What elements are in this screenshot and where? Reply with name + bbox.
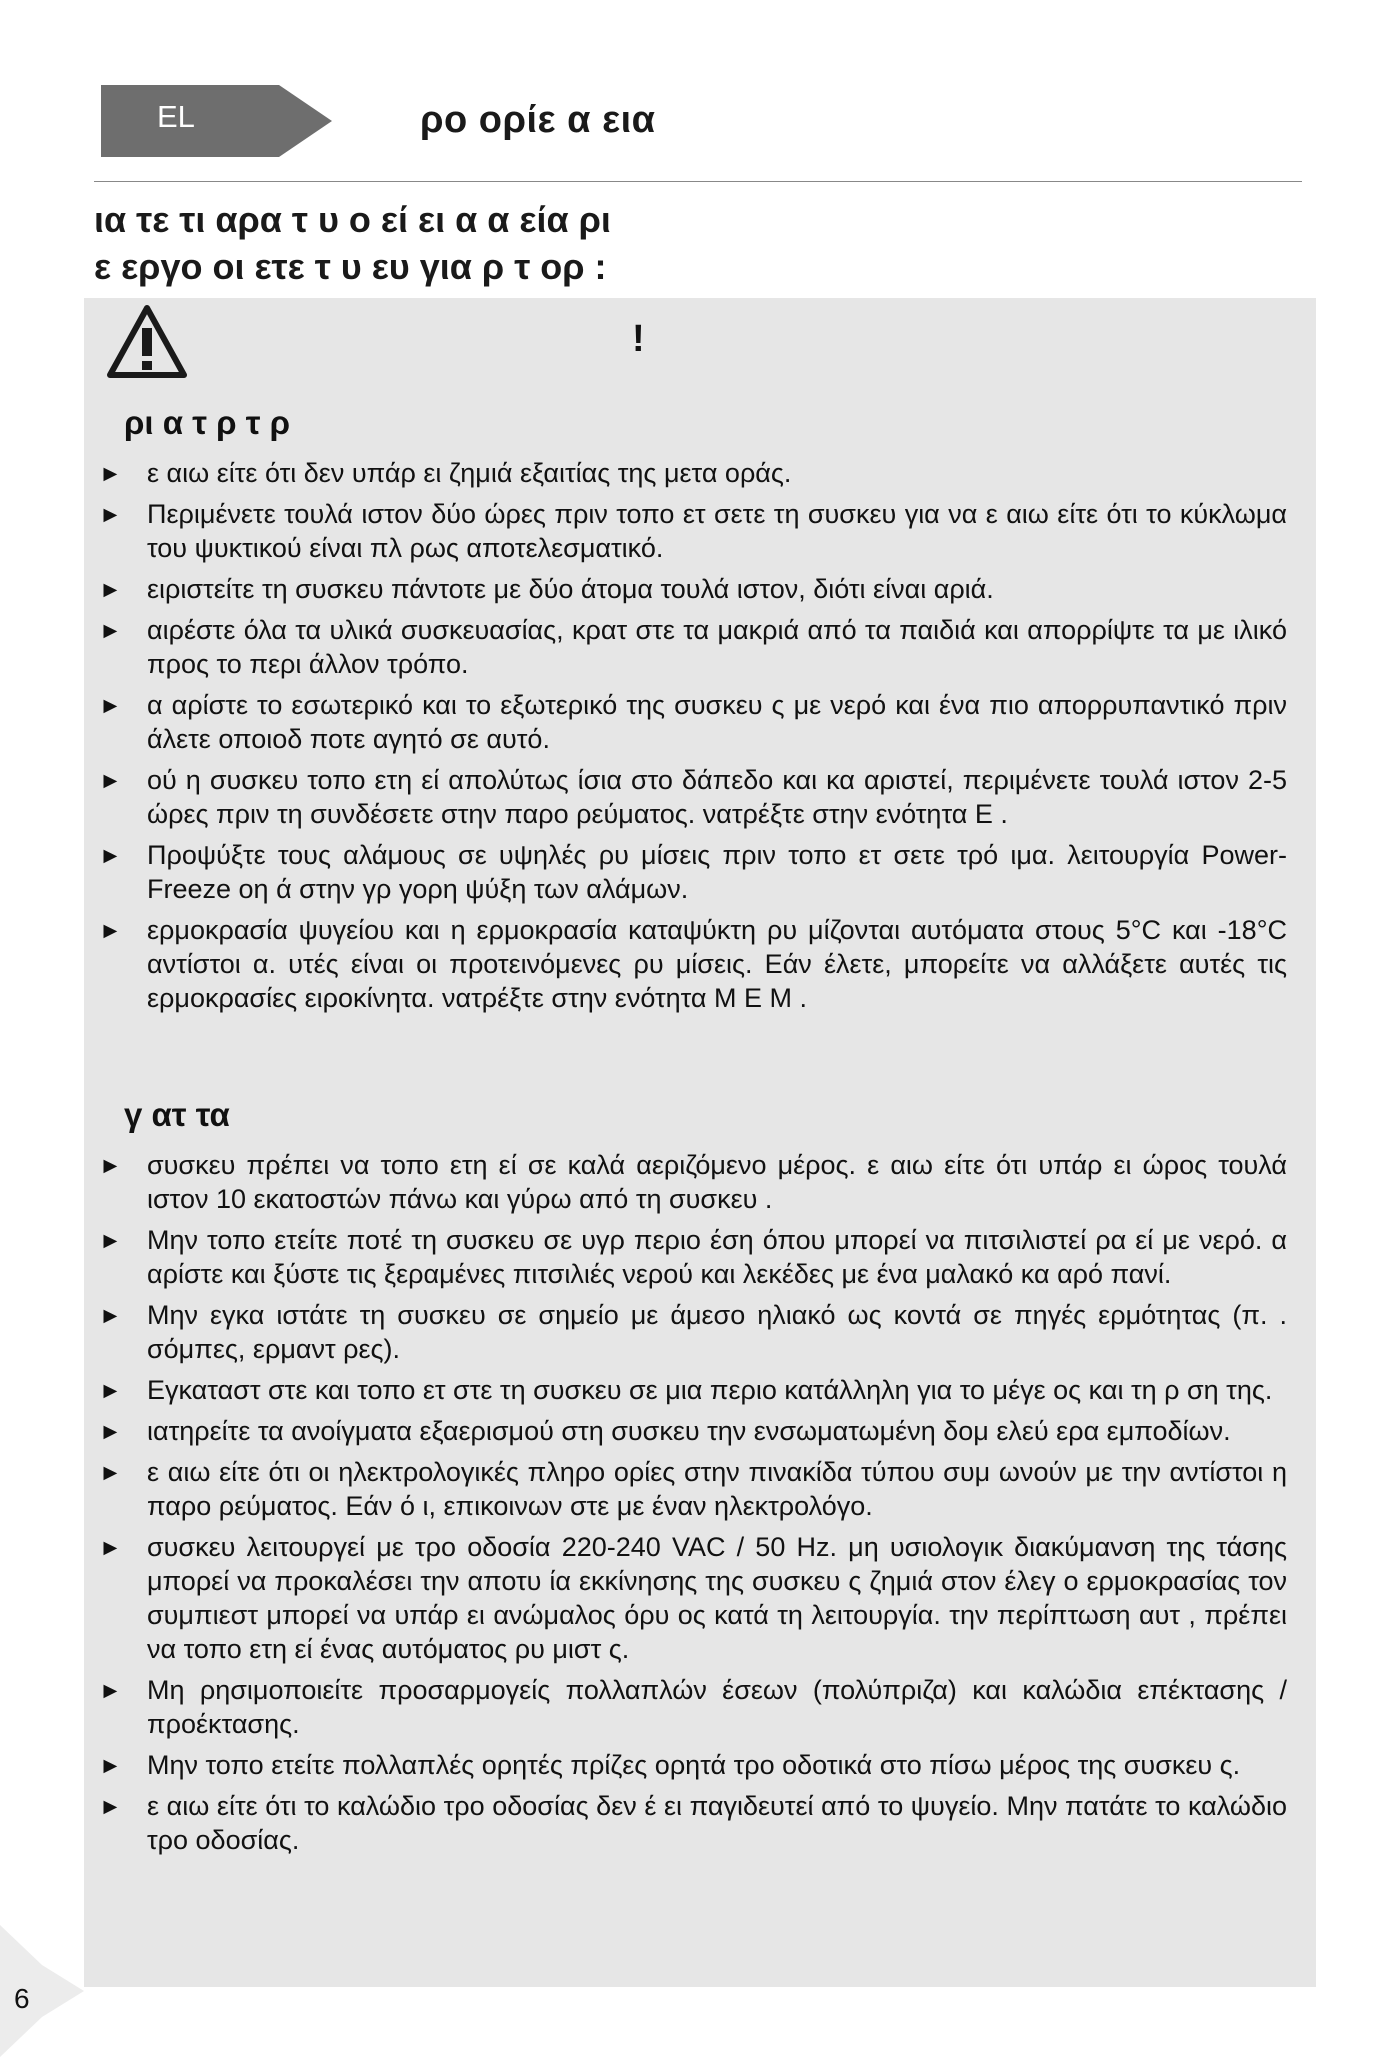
list-item-text: α αρίστε το εσωτερικό και το εξωτερικό της συσκευ ς με νερό και ένα πιο απορρυπαντικό πριν άλετε οποιοδ ποτε αγητό σε αυτό. bbox=[147, 690, 1287, 754]
list-item-text: ιατηρείτε τα ανοίγματα εξαερισμού στη συσκευ την ενσωματωμένη δομ ελεύ ερα εμποδίων. bbox=[147, 1416, 1231, 1446]
list-item-text: συσκευ λειτουργεί με τρο οδοσία 220-240 VAC / 50 Hz. μη υσιολογικ διακύμανση της τάσης μπορεί να προκαλέσει την αποτυ ία εκκίνησης της συσκευ ς ζημιά στον έλεγ ο ερμοκρασίας τον συμπιεστ μπορεί να υπάρ ει ανώμαλος όρυ ος κατά τη λειτουργία. την περίπτωση αυτ , πρέπει να τοπο ετη εί ένας αυτόματος ρυ μιστ ς. bbox=[147, 1532, 1287, 1664]
list-item bbox=[99, 1530, 1287, 1666]
bullet-marker: ► bbox=[99, 1793, 122, 1819]
bullet-marker: ► bbox=[99, 692, 122, 718]
list-item-text: Μην τοπο ετείτε πολλαπλές ορητές πρίζες ορητά τρο οδοτικά στο πίσω μέρος της συσκευ ς. bbox=[147, 1750, 1241, 1780]
list-item-text: Προψύξτε τους αλάμους σε υψηλές ρυ μίσεις πριν τοπο ετ σετε τρό ιμα. λειτουργία Power-Freeze οη ά στην γρ γορη ψύξη των αλάμων. bbox=[147, 840, 1287, 904]
list-item bbox=[99, 688, 1287, 756]
intro-heading bbox=[94, 196, 1294, 290]
bullet-marker: ► bbox=[99, 1227, 122, 1253]
list-item bbox=[99, 1673, 1287, 1741]
list-item-text: ε αιω είτε ότι δεν υπάρ ει ζημιά εξαιτίας της μετα οράς. bbox=[147, 458, 792, 488]
bullet-marker: ► bbox=[99, 617, 122, 643]
intro-line: ια τε τι αρα τ υ ο εί ει α α εία ρι bbox=[94, 199, 611, 240]
list-item-text: αιρέστε όλα τα υλικά συσκευασίας, κρατ στε τα μακριά από τα παιδιά και απορρίψτε τα με ιλικό προς το περι άλλον τρόπο. bbox=[147, 615, 1287, 679]
list-item bbox=[99, 1148, 1287, 1216]
language-code: EL bbox=[157, 99, 195, 134]
list-item-text: ερμοκρασία ψυγείου και η ερμοκρασία καταψύκτη ρυ μίζονται αυτόματα στους 5°C και -18°C αντίστοι α. υτές είναι οι προτεινόμενες ρυ μίσεις. Εάν έλετε, μπορείτε να αλλάξετε αυτές τις ερμοκρασίες ειροκίνητα. νατρέξτε στην ενότητα Μ Ε Μ . bbox=[147, 915, 1287, 1013]
list-item bbox=[99, 1414, 1287, 1448]
list-item-text: ού η συσκευ τοπο ετη εί απολύτως ίσια στο δάπεδο και κα αριστεί, περιμένετε τουλά ιστον 2-5 ώρες πριν τη συνδέσετε στην παρο ρεύματος. νατρέξτε στην ενότητα Ε . bbox=[147, 765, 1287, 829]
installation-list bbox=[99, 1148, 1287, 1864]
list-item bbox=[99, 913, 1287, 1015]
bullet-marker: ► bbox=[99, 767, 122, 793]
warning-panel bbox=[84, 298, 1316, 1987]
list-item-text: ε αιω είτε ότι το καλώδιο τρο οδοσίας δεν έ ει παγιδευτεί από το ψυγείο. Μην πατάτε το καλώδιο τρο οδοσίας. bbox=[147, 1791, 1287, 1855]
page-number: 6 bbox=[14, 1983, 30, 2014]
list-item-text: ε αιω είτε ότι οι ηλεκτρολογικές πληρο ορίες στην πινακίδα τύπου συμ ωνούν με την αντίστοι η παρο ρεύματος. Εάν ό ι, επικοινων στε με έναν ηλεκτρολόγο. bbox=[147, 1457, 1287, 1521]
list-item bbox=[99, 1298, 1287, 1366]
list-item-text: ειριστείτε τη συσκευ πάντοτε με δύο άτομα τουλά ιστον, διότι είναι αριά. bbox=[147, 574, 994, 604]
page-title: ρο ορίε α εια bbox=[420, 99, 656, 141]
list-item bbox=[99, 1455, 1287, 1523]
list-item bbox=[99, 1223, 1287, 1291]
list-item-text: Μη ρησιμοποιείτε προσαρμογείς πολλαπλών έσεων (πολύπριζα) και καλώδια επέκτασης / προέκτασης. bbox=[147, 1675, 1287, 1739]
list-item-text: Μην τοπο ετείτε ποτέ τη συσκευ σε υγρ περιο έση όπου μπορεί να πιτσιλιστεί ρα εί με νερό. α αρίστε και ξύστε τις ξεραμένες πιτσιλιές νερού και λεκέδες με ένα μαλακό κα αρό πανί. bbox=[147, 1225, 1287, 1289]
bullet-marker: ► bbox=[99, 1152, 122, 1178]
bullet-marker: ► bbox=[99, 1677, 122, 1703]
list-item bbox=[99, 763, 1287, 831]
bullet-marker: ► bbox=[99, 1459, 122, 1485]
list-item-text: Μην εγκα ιστάτε τη συσκευ σε σημείο με άμεσο ηλιακό ως κοντά σε πηγές ερμότητας (π. . σόμπες, ερμαντ ρες). bbox=[147, 1300, 1287, 1364]
list-item-text: Περιμένετε τουλά ιστον δύο ώρες πριν τοπο ετ σετε τη συσκευ για να ε αιω είτε ότι το κύκλωμα του ψυκτικού είναι πλ ρως αποτελεσματικό. bbox=[147, 499, 1287, 563]
list-item bbox=[99, 456, 1287, 490]
list-item bbox=[99, 1789, 1287, 1857]
warning-title: ! bbox=[632, 318, 645, 360]
bullet-marker: ► bbox=[99, 1752, 122, 1778]
warning-triangle-icon bbox=[105, 302, 189, 387]
bullet-marker: ► bbox=[99, 501, 122, 527]
bullet-marker: ► bbox=[99, 1377, 122, 1403]
page-number-tab bbox=[0, 1925, 84, 2062]
transport-heading: ρι α τ ρ τ ρ bbox=[124, 404, 290, 441]
bullet-marker: ► bbox=[99, 842, 122, 868]
list-item bbox=[99, 572, 1287, 606]
list-item bbox=[99, 838, 1287, 906]
list-item-text: συσκευ πρέπει να τοπο ετη εί σε καλά αεριζόμενο μέρος. ε αιω είτε ότι υπάρ ει ώρος τουλά ιστον 10 εκατοστών πάνω και γύρω από τη συσκευ . bbox=[147, 1150, 1287, 1214]
transport-list bbox=[99, 456, 1287, 1022]
bullet-marker: ► bbox=[99, 1418, 122, 1444]
bullet-marker: ► bbox=[99, 576, 122, 602]
language-tab bbox=[101, 85, 332, 157]
language-tab-shape bbox=[101, 85, 332, 157]
bullet-marker: ► bbox=[99, 460, 122, 486]
list-item bbox=[99, 1748, 1287, 1782]
list-item-text: Εγκαταστ στε και τοπο ετ στε τη συσκευ σε μια περιο κατάλληλη για το μέγε ος και τη ρ ση της. bbox=[147, 1375, 1273, 1405]
bullet-marker: ► bbox=[99, 1302, 122, 1328]
list-item bbox=[99, 613, 1287, 681]
header-divider bbox=[94, 181, 1302, 182]
bullet-marker: ► bbox=[99, 917, 122, 943]
intro-line: ε εργο οι ετε τ υ ευ για ρ τ ορ : bbox=[94, 246, 607, 287]
list-item bbox=[99, 1373, 1287, 1407]
bullet-marker: ► bbox=[99, 1534, 122, 1560]
installation-heading: γ ατ τα bbox=[124, 1096, 230, 1133]
list-item bbox=[99, 497, 1287, 565]
